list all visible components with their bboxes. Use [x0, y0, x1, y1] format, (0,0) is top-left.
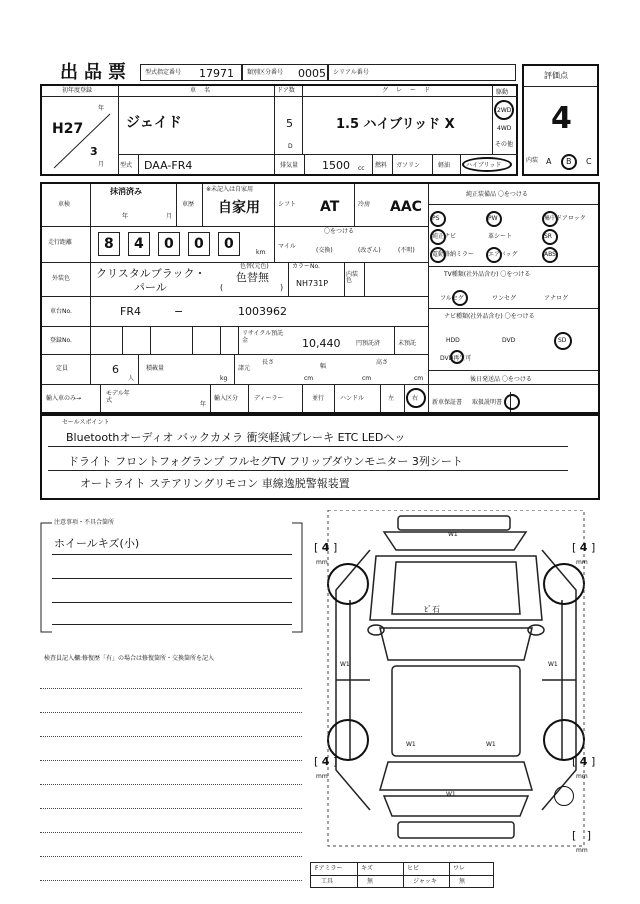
dvd-circle — [450, 350, 464, 364]
model-year-unit: 年 — [200, 401, 207, 408]
mile-label: マイル — [278, 243, 296, 250]
chassis-number: 1003962 — [238, 305, 287, 318]
color-line1: クリスタルブラック・ — [96, 267, 206, 280]
equipment-circle — [486, 247, 502, 263]
doors-value: 5 — [286, 117, 293, 130]
recycle-unit: 円預託済 — [356, 340, 381, 347]
inspector-note-line — [40, 856, 302, 857]
details-box: 車検 抹消済み 年 月 車歴 ※未記入は自家用 自家用 シフト AT 冷房 AAC 走行距離 8 4 0 0 0 km 〇をつける マイル (交換) (改ざん) (不明) 外装色 クリスタルブラック・ パール 色替(元色) 色替無 ( ) カラーNo. NH731P 内装色 車台No. FR4 − 1003962 登録No. リサイクル預託金 10,440 円預託済 未預託 定員 6 人 積載量 kg 諸元 長さ cm 幅 cm 高さ cm 輸入車のみ→ モデル年式 年 輸入区分 ディーラー 並行 ハンドル 左 右 純正装備品 〇をつける PS PW 集中ドアロック 純正ナビ 革シート SR 電動格納ミラー エアバッグ ABS TV種類(社外品含む) 〇をつける フルセグ ワンセグ アナログ ナビ種類(社外品含む) 〇をつける HDD DVD SD DVD再生可 後日発送品 〇をつける 新車保証書 取扱説明書 — [40, 182, 600, 414]
tread-fr: [ 4 ] — [572, 541, 596, 554]
equipment-circle — [430, 247, 446, 263]
notes-line1: ホイールキズ(小) — [54, 537, 140, 550]
model-year-label: モデル年式 — [106, 390, 130, 405]
equipment-item: 電動格納ミラー — [432, 251, 475, 258]
legend-value: ジャッキ — [413, 878, 437, 885]
mileage-digit-box — [218, 232, 240, 256]
color-line2: パール — [134, 281, 167, 294]
equipment-item: 純正ナビ — [432, 233, 457, 240]
regno-label: 登録No. — [50, 337, 72, 344]
w1-left: W1 — [340, 661, 350, 668]
reg-year-unit: 年 — [98, 105, 105, 112]
w1-rear-left: W1 — [406, 741, 416, 748]
inspector-note-line — [40, 712, 302, 713]
navi-option: DVD — [502, 337, 516, 344]
equipment-circle — [430, 229, 446, 245]
mileage-digit-box — [158, 232, 180, 256]
grade-value: 1.5 ハイブリッド X — [336, 117, 455, 132]
ac-value: AAC — [390, 199, 422, 215]
mileage-digit-box — [98, 232, 120, 256]
interior-c: C — [586, 157, 592, 166]
dealer: ディーラー — [254, 395, 284, 402]
handle-right: 右 — [412, 395, 419, 402]
legend-table — [310, 862, 494, 888]
fuel-diesel: 軽油 — [438, 162, 451, 169]
equipment-circle — [430, 211, 446, 227]
dims-height: 高さ — [376, 359, 389, 366]
inspection-month: 月 — [166, 213, 173, 220]
reg-month-unit: 月 — [98, 161, 105, 168]
car-diagram — [306, 510, 606, 860]
tread-rl: [ 4 ] — [314, 755, 338, 768]
doors-label: ドア数 — [277, 87, 295, 94]
tv-option: ワンセグ — [492, 295, 517, 302]
equipment-title: 純正装備品 〇をつける — [466, 191, 528, 198]
fuel-label: 燃料 — [375, 162, 388, 169]
capacity-unit: 人 — [128, 375, 135, 382]
inspector-label: 検査員記入欄:修復歴「有」の場合は修復箇所・交換箇所を記入 — [44, 655, 215, 662]
class-number-label: 類別区分番号 — [247, 69, 284, 76]
tv-option: フルセグ — [440, 295, 464, 302]
later-title: 後日発送品 〇をつける — [470, 376, 532, 383]
tread-fl: [ 4 ] — [314, 541, 338, 554]
equipment-item: 革シート — [488, 233, 513, 240]
legend-value: 無 — [459, 878, 466, 885]
serial-box — [328, 64, 516, 81]
vehicle-name: ジェイド — [126, 115, 182, 131]
handle-label: ハンドル — [340, 395, 365, 402]
sales-point-box — [40, 414, 600, 500]
inspector-note-line — [40, 784, 302, 785]
color-no-value: NH731P — [296, 279, 329, 288]
sales-line1: Bluetoothオーディオ バックカメラ 衝突軽減ブレーキ ETC LEDヘッ — [66, 431, 406, 444]
type-number-label: 型式指定番号 — [145, 69, 182, 76]
inspector-note-line — [40, 832, 302, 833]
equipment-item: エアバッグ — [488, 251, 518, 258]
tread-rr: [ 4 ] — [572, 755, 596, 768]
legend-header: Fアミラー — [315, 865, 343, 872]
width-unit: cm — [362, 375, 372, 382]
shift-label: シフト — [278, 201, 297, 208]
drive-4wd: 4WD — [497, 125, 512, 132]
circle-note: 〇をつける — [324, 228, 355, 235]
meter-exchange: (交換) — [316, 247, 333, 254]
cc-label: 排気量 — [280, 162, 299, 169]
equipment-circle — [542, 247, 558, 263]
fuel-gas: ガソリン — [396, 162, 421, 169]
spare-tire — [554, 786, 574, 806]
drive-2wd: 2WD — [497, 107, 512, 114]
handle-left: 左 — [388, 395, 395, 402]
score-value: 4 — [551, 101, 572, 136]
recycle-none: 未預託 — [398, 340, 417, 347]
dvd-playback: DVD再生可 — [440, 355, 472, 362]
history-label: 車歴 — [182, 201, 195, 208]
fuel-hybrid-circle — [462, 157, 512, 172]
manual-circle — [504, 394, 520, 410]
reg-slash — [50, 102, 114, 172]
class-number: 0005 — [298, 67, 326, 80]
mileage-digit: 0 — [164, 236, 174, 252]
drive-label: 駆動 — [496, 89, 509, 96]
equipment-item: PS — [432, 215, 440, 222]
inspection-label: 車検 — [58, 201, 71, 208]
type-number-box — [140, 64, 242, 81]
later-manual: 取扱説明書 — [472, 399, 503, 406]
interior-b: B — [566, 157, 572, 166]
serial-label: シリアル番号 — [333, 69, 369, 76]
equipment-circle — [486, 211, 502, 227]
score-label: 評価点 — [544, 71, 568, 80]
capacity-label: 定員 — [56, 365, 69, 372]
interior-a: A — [546, 157, 552, 166]
color-change-label: 色替(元色) — [240, 263, 269, 270]
drive-2wd-circle — [494, 100, 514, 120]
tread-rl-unit: mm — [316, 773, 328, 780]
meter-rewind: (改ざん) — [358, 247, 381, 254]
import-category: 輸入区分 — [214, 395, 239, 402]
legend-header: ワレ — [453, 865, 466, 872]
tread-rr-unit: mm — [576, 773, 588, 780]
interior-color-label: 内装色 — [346, 271, 359, 284]
chip-note: ﾋﾞ石 — [424, 605, 440, 614]
interior-b-circle — [561, 154, 577, 170]
cc-value: 1500 — [322, 159, 350, 172]
mileage-digit-box — [128, 232, 150, 256]
length-unit: cm — [304, 375, 314, 382]
w1-rear: W1 — [446, 791, 456, 798]
equipment-circle — [542, 229, 558, 245]
inspection-value: 抹消済み — [110, 187, 142, 196]
parallel: 並行 — [312, 395, 325, 402]
handle-right-circle — [406, 388, 426, 408]
sales-label: セールスポイント — [62, 419, 110, 426]
model-value: DAA-FR4 — [144, 159, 193, 172]
inspector-note-line — [40, 808, 302, 809]
model-label: 型式 — [120, 162, 133, 169]
legend-value: 無 — [367, 878, 374, 885]
dims-width: 幅 — [320, 363, 327, 370]
meter-unknown: (不明) — [398, 247, 415, 254]
navi-option: HDD — [446, 337, 460, 344]
legend-header: キズ — [361, 865, 373, 872]
equipment-item: ABS — [544, 251, 556, 258]
mileage-digit: 4 — [134, 236, 144, 252]
color-change-value: 色替無 — [236, 271, 269, 284]
equipment-item: 集中ドアロック — [544, 215, 586, 222]
later-warranty: 新車保証書 — [432, 399, 463, 406]
legend-header: ヒビ — [407, 865, 420, 872]
history-note: ※未記入は自家用 — [206, 186, 254, 193]
tread-fl-unit: mm — [316, 559, 328, 566]
tv-option: アナログ — [544, 295, 569, 302]
chassis-prefix: FR4 — [120, 305, 141, 318]
mileage-digit: 8 — [104, 236, 114, 252]
navi-option: SD — [558, 337, 567, 344]
type-number: 17971 — [199, 67, 234, 80]
tv-fullseg-circle — [452, 290, 468, 306]
inspector-note-line — [40, 760, 302, 761]
tread-spare: [ ] — [572, 829, 592, 842]
mileage-digit: 0 — [194, 236, 204, 252]
height-unit: cm — [414, 375, 424, 382]
capacity-value: 6 — [112, 363, 119, 376]
interior-label: 内装 — [526, 157, 539, 164]
inspector-note-line — [40, 880, 302, 881]
equipment-item: PW — [488, 215, 498, 222]
sales-line2: ドライト フロントフォグランプ フルセグTV フリップダウンモニター 3列シート — [68, 455, 463, 468]
navi-sd-circle — [554, 332, 572, 350]
load-label: 積載量 — [146, 365, 165, 372]
name-label: 車名 — [190, 87, 219, 94]
recycle-label: リサイクル預託金 — [242, 330, 284, 345]
shift-value: AT — [320, 199, 340, 215]
vehicle-box — [40, 84, 518, 176]
drive-other: その他 — [495, 141, 514, 148]
tv-title: TV種類(社外品含む) 〇をつける — [444, 271, 531, 278]
mileage-digit-box — [188, 232, 210, 256]
km-unit: km — [256, 249, 266, 256]
chassis-dash: − — [174, 305, 184, 318]
tread-spare-unit: mm — [576, 847, 588, 854]
ac-label: 冷房 — [358, 201, 371, 208]
reg-month: 3 — [90, 145, 98, 158]
dims-length: 長さ — [262, 359, 275, 366]
sales-line3: オートライト ステアリングリモコン 車線逸脱警報装置 — [80, 477, 350, 490]
w1-right: W1 — [548, 661, 558, 668]
equipment-item: SR — [544, 233, 552, 240]
mileage-label: 走行距離 — [48, 239, 73, 246]
dims-label: 諸元 — [238, 365, 251, 372]
w1-rear-right: W1 — [486, 741, 496, 748]
w1-front: W1 — [448, 531, 458, 538]
load-unit: kg — [220, 375, 228, 382]
recycle-value: 10,440 — [302, 337, 341, 350]
form-title: 出品票 — [60, 62, 132, 83]
interior-grade — [522, 150, 599, 176]
inspector-note-line — [40, 688, 302, 689]
chassis-label: 車台No. — [50, 308, 72, 315]
reg-label: 初年度登録 — [62, 87, 93, 94]
equipment-circle — [542, 211, 558, 227]
legend-value: 工具 — [321, 878, 334, 885]
grade-label: グレード — [382, 87, 439, 94]
doors-unit: D — [288, 143, 293, 150]
inspection-year: 年 — [122, 213, 129, 220]
tread-fr-unit: mm — [576, 559, 588, 566]
class-number-box — [242, 64, 328, 81]
import-label: 輸入車のみ→ — [46, 395, 82, 402]
color-no-label: カラーNo. — [292, 263, 320, 270]
reg-year: H27 — [52, 121, 84, 137]
fuel-hybrid: ハイブリッド — [466, 162, 502, 169]
color-label: 外装色 — [52, 275, 71, 282]
mileage-digit: 0 — [224, 236, 234, 252]
notes-label: 注意事項・不具合箇所 — [54, 519, 115, 526]
history-value: 自家用 — [218, 200, 260, 216]
inspector-note-line — [40, 736, 302, 737]
cc-unit: cc — [358, 165, 365, 172]
navi-title: ナビ種類(社外品含む) 〇をつける — [444, 313, 535, 320]
